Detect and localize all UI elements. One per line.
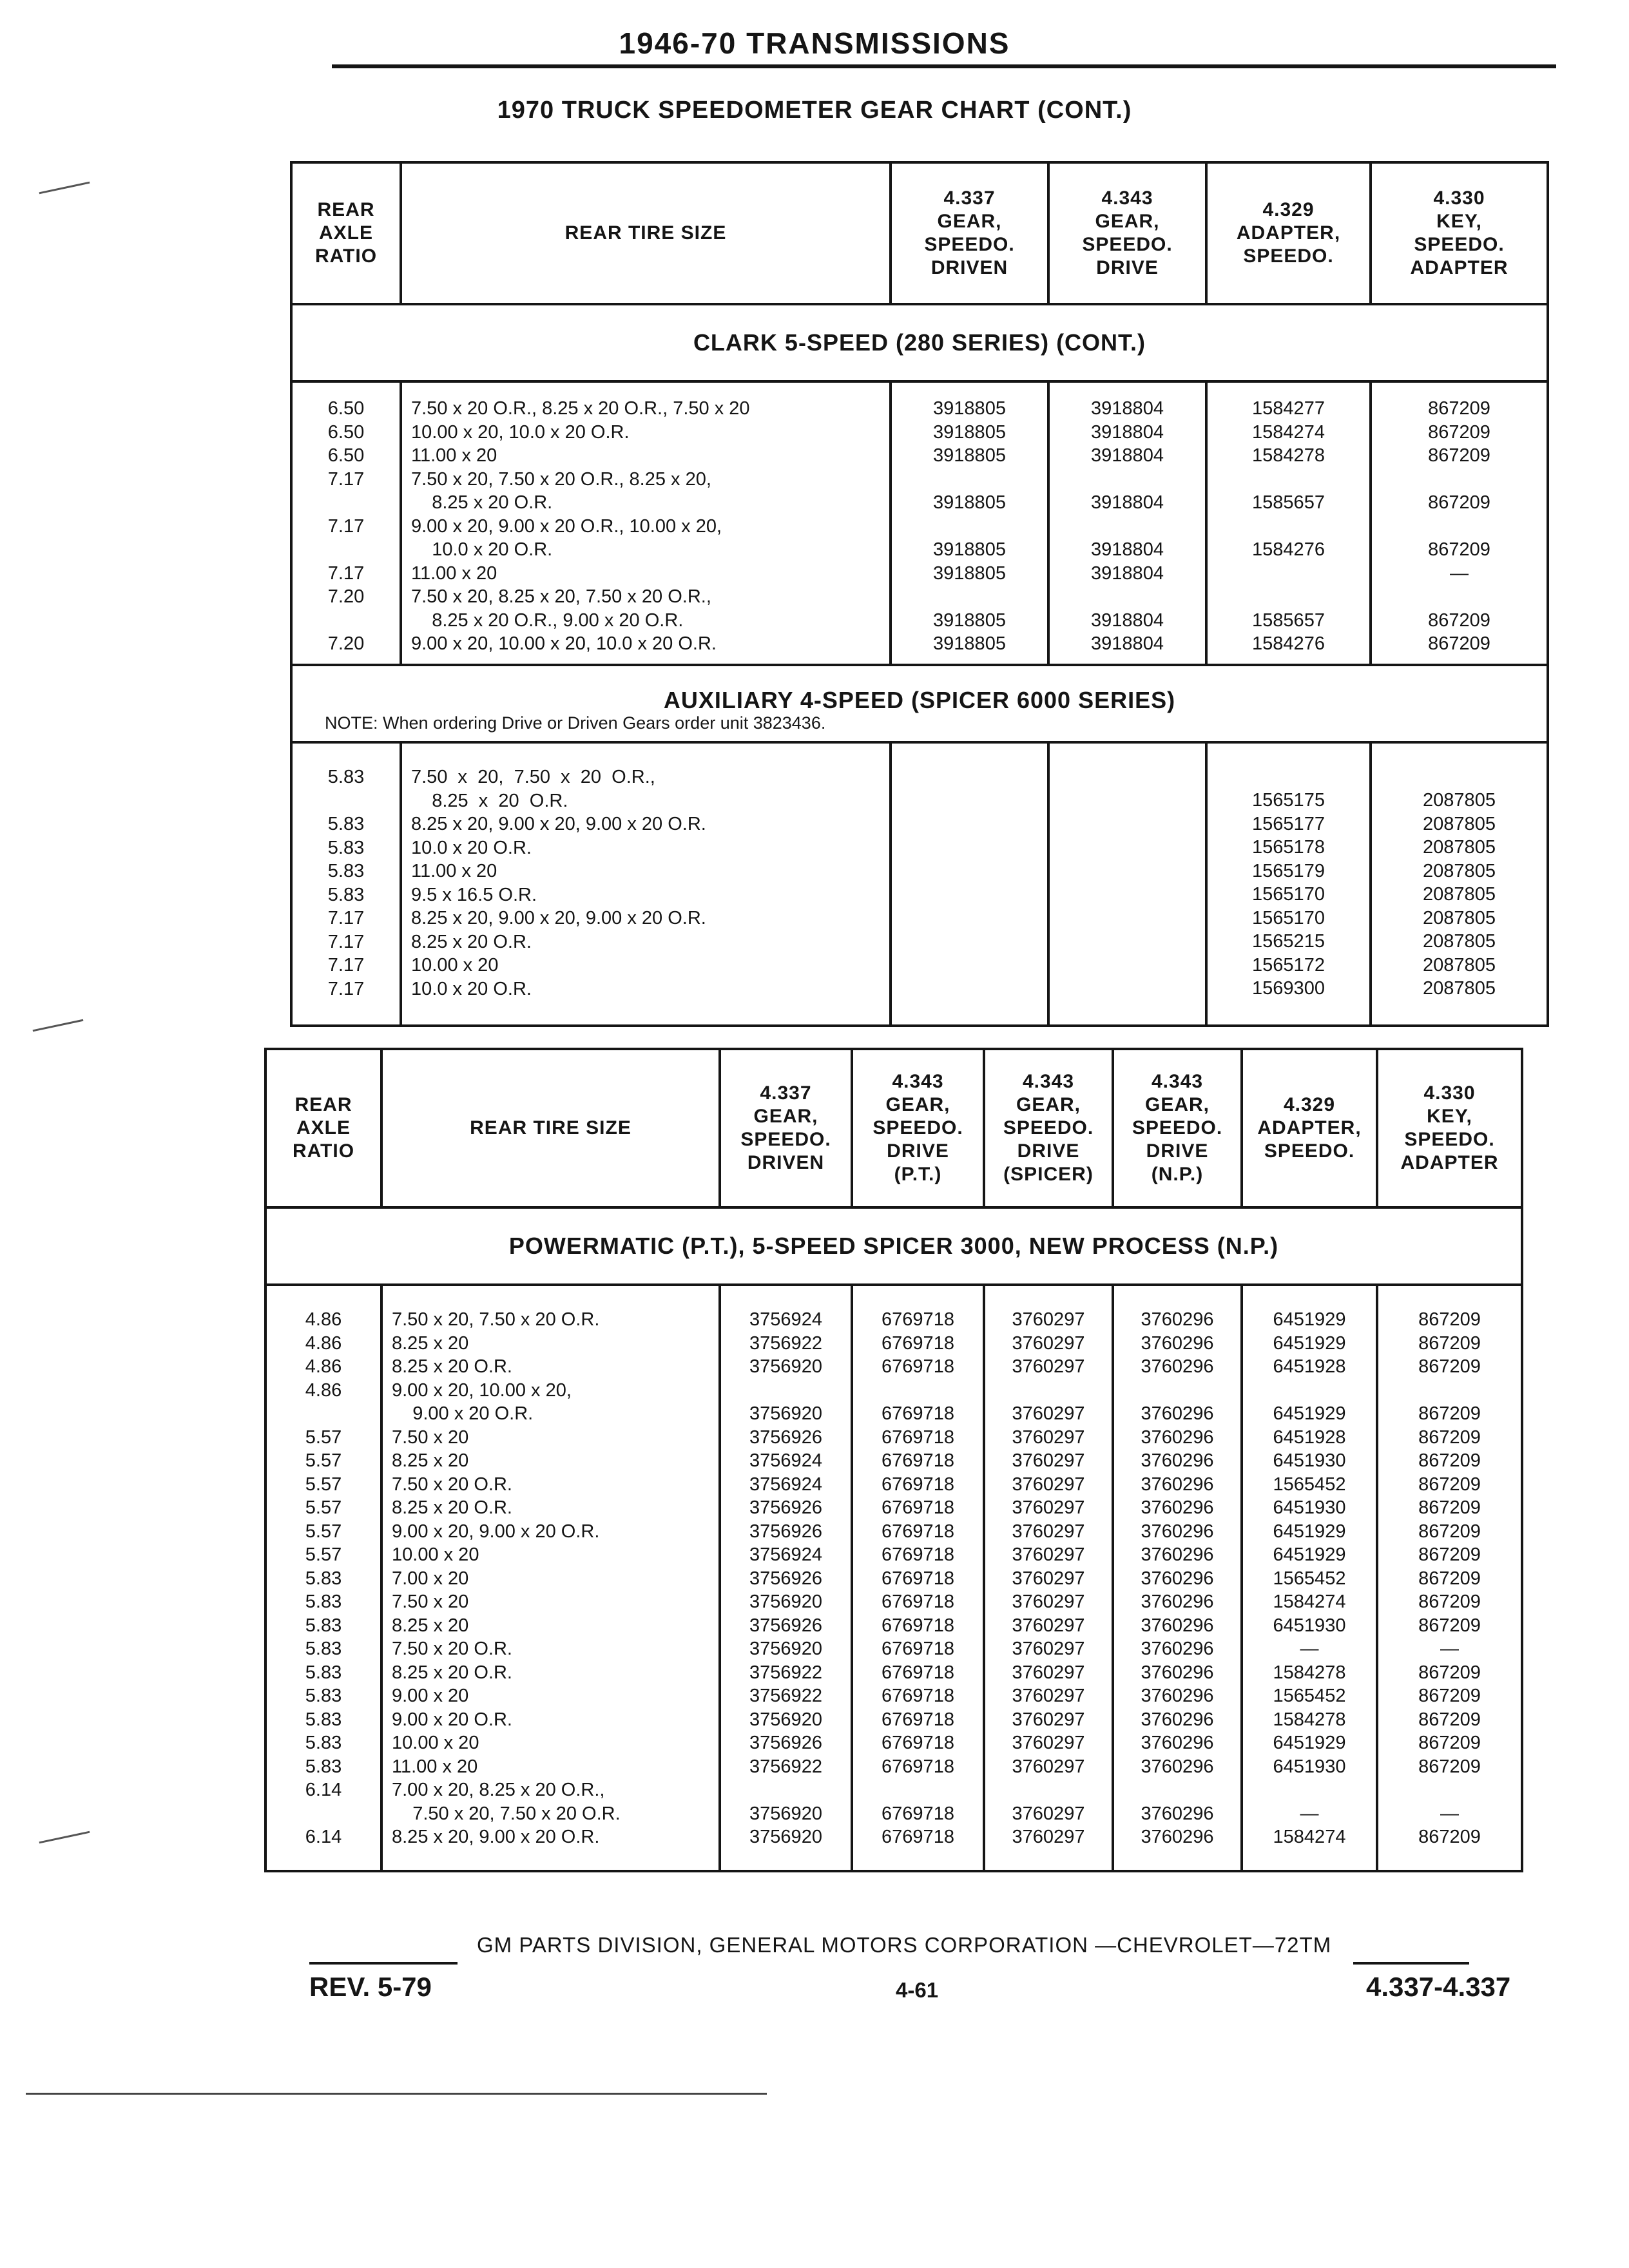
header2-rear-axle-ratio: REAR AXLE RATIO bbox=[265, 1049, 381, 1207]
clark-drive-column: 3918804 3918804 3918804 3918804 3918804 3918804 3918804 3918804 bbox=[1048, 381, 1206, 665]
page-title: 1946-70 TRANSMISSIONS bbox=[619, 26, 1010, 60]
scan-mark bbox=[39, 182, 90, 195]
aux-section-row bbox=[291, 665, 1548, 742]
section-aux bbox=[291, 665, 1548, 742]
header2-drive-np: 4.343 GEAR, SPEEDO. DRIVE (N.P.) bbox=[1113, 1049, 1242, 1207]
clark-ratio-column: 6.50 6.50 6.50 7.17 7.17 7.17 7.20 7.20 bbox=[291, 381, 401, 665]
aux-driven-column bbox=[891, 742, 1048, 1026]
section-title-powermatic: POWERMATIC (P.T.), 5-SPEED SPICER 3000, NEW PROCESS (N.P.) bbox=[265, 1207, 1522, 1285]
section-title-clark: CLARK 5-SPEED (280 SERIES) (CONT.) bbox=[291, 304, 1548, 381]
header-gear-speedo-driven: 4.337 GEAR, SPEEDO. DRIVEN bbox=[891, 162, 1048, 304]
chart-title: 1970 TRUCK SPEEDOMETER GEAR CHART (CONT.) bbox=[497, 97, 1132, 124]
header-key-speedo-adapter: 4.330 KEY, SPEEDO. ADAPTER bbox=[1371, 162, 1548, 304]
aux-tire-column: 7.50 x 20, 7.50 x 20 O.R., 8.25 x 20 O.R. 8.25 x 20, 9.00 x 20, 9.00 x 20 O.R. 10.0 x 20 O.R. 11.00 x 20 9.5 x 16.5 O.R. 8.25 x 20, 9.00 x 20, 9.00 x 20 O.R. 8.25 x 20 O.R. 10.00 x 20 10.0 x 20 O.R. bbox=[401, 742, 891, 1026]
header-rear-axle-ratio: REAR AXLE RATIO bbox=[291, 162, 401, 304]
header2-drive-pt: 4.343 GEAR, SPEEDO. DRIVE (P.T.) bbox=[852, 1049, 984, 1207]
aux-drive-column bbox=[1048, 742, 1206, 1026]
footer-rule-left bbox=[309, 1962, 458, 1965]
footer-rev: REV. 5-79 bbox=[309, 1972, 432, 2002]
header2-drive-spicer: 4.343 GEAR, SPEEDO. DRIVE (SPICER) bbox=[984, 1049, 1113, 1207]
aux-ratio-column: 5.83 5.83 5.83 5.83 5.83 7.17 7.17 7.17 7.17 bbox=[291, 742, 401, 1026]
gear-chart-table-2 bbox=[264, 1048, 1523, 1872]
aux-note: NOTE: When ordering Drive or Driven Gears order unit 3823436. bbox=[325, 713, 826, 733]
pm-drive-np-column: 3760296 3760296 3760296 3760296 3760296 3760296 3760296 3760296 3760296 3760296 3760296 3760296 3760296 3760296 3760296 3760296 3760296 3760296 3760296 3760296 3760296 bbox=[1113, 1285, 1242, 1871]
footer-page-number: 4-61 bbox=[896, 1978, 939, 2002]
clark-driven-column: 3918805 3918805 3918805 3918805 3918805 3918805 3918805 3918805 bbox=[891, 381, 1048, 665]
header-rear-tire-size: REAR TIRE SIZE bbox=[401, 162, 891, 304]
header-adapter-speedo: 4.329 ADAPTER, SPEEDO. bbox=[1206, 162, 1371, 304]
header2-key-speedo-adapter: 4.330 KEY, SPEEDO. ADAPTER bbox=[1377, 1049, 1522, 1207]
header-rule bbox=[332, 64, 1556, 68]
clark-adapter-column: 1584277 1584274 1584278 1585657 1584276 1585657 1584276 bbox=[1206, 381, 1371, 665]
scan-mark bbox=[33, 1019, 84, 1032]
clark-tire-column: 7.50 x 20 O.R., 8.25 x 20 O.R., 7.50 x 20 10.00 x 20, 10.0 x 20 O.R. 11.00 x 20 7.50 x 20, 7.50 x 20 O.R., 8.25 x 20, 8.25 x 20 O.R. 9.00 x 20, 9.00 x 20 O.R., 10.00 x 20, 10.0 x 20 O.R. 11.00 x 20 7.50 x 20, 8.25 x 20, 7.50 x 20 O.R., 8.25 x 20 O.R., 9.00 x 20 O.R. 9.00 x 20, 10.00 x 20, 10.0 x 20 O.R. bbox=[401, 381, 891, 665]
aux-data-row bbox=[291, 742, 1548, 1026]
scan-mark bbox=[39, 1831, 90, 1844]
aux-adapter-column: 1565175 1565177 1565178 1565179 1565170 1565170 1565215 1565172 1569300 bbox=[1206, 742, 1371, 1026]
header2-gear-speedo-driven: 4.337 GEAR, SPEEDO. DRIVEN bbox=[720, 1049, 852, 1207]
pm-adapter-column: 6451929 6451929 6451928 6451929 6451928 6451930 1565452 6451930 6451929 6451929 1565452 1584274 6451930 — 1584278 1565452 1584278 6451929 6451930 — 1584274 bbox=[1242, 1285, 1377, 1871]
powermatic-data-row bbox=[265, 1285, 1522, 1871]
scan-edge-line bbox=[26, 2093, 767, 2095]
powermatic-section-row bbox=[265, 1207, 1522, 1285]
footer-section-ref: 4.337-4.337 bbox=[1366, 1972, 1511, 2002]
footer-rule-right bbox=[1353, 1962, 1469, 1965]
table2-header-row bbox=[265, 1049, 1522, 1207]
aux-key-column: 2087805 2087805 2087805 2087805 2087805 2087805 2087805 2087805 2087805 bbox=[1371, 742, 1548, 1026]
pm-drive-pt-column: 6769718 6769718 6769718 6769718 6769718 6769718 6769718 6769718 6769718 6769718 6769718 6769718 6769718 6769718 6769718 6769718 6769718 6769718 6769718 6769718 6769718 bbox=[852, 1285, 984, 1871]
gear-chart-table-1 bbox=[290, 161, 1549, 1027]
clark-section-row bbox=[291, 304, 1548, 381]
header2-adapter-speedo: 4.329 ADAPTER, SPEEDO. bbox=[1242, 1049, 1377, 1207]
header-gear-speedo-drive: 4.343 GEAR, SPEEDO. DRIVE bbox=[1048, 162, 1206, 304]
clark-data-row bbox=[291, 381, 1548, 665]
clark-key-column: 867209 867209 867209 867209 867209 — 867209 867209 bbox=[1371, 381, 1548, 665]
table1-header-row bbox=[291, 162, 1548, 304]
footer-division: GM PARTS DIVISION, GENERAL MOTORS CORPORATION —CHEVROLET—72TM bbox=[477, 1933, 1332, 1957]
section-title-aux: AUXILIARY 4-SPEED (SPICER 6000 SERIES) bbox=[663, 687, 1176, 713]
pm-key-column: 867209 867209 867209 867209 867209 867209 867209 867209 867209 867209 867209 867209 867209 — 867209 867209 867209 867209 867209 — 867209 bbox=[1377, 1285, 1522, 1871]
pm-tire-column: 7.50 x 20, 7.50 x 20 O.R. 8.25 x 20 8.25 x 20 O.R. 9.00 x 20, 10.00 x 20, 9.00 x 20 O.R. 7.50 x 20 8.25 x 20 7.50 x 20 O.R. 8.25 x 20 O.R. 9.00 x 20, 9.00 x 20 O.R. 10.00 x 20 7.00 x 20 7.50 x 20 8.25 x 20 7.50 x 20 O.R. 8.25 x 20 O.R. 9.00 x 20 9.00 x 20 O.R. 10.00 x 20 11.00 x 20 7.00 x 20, 8.25 x 20 O.R., 7.50 x 20, 7.50 x 20 O.R. 8.25 x 20, 9.00 x 20 O.R. bbox=[381, 1285, 720, 1871]
header2-rear-tire-size: REAR TIRE SIZE bbox=[381, 1049, 720, 1207]
pm-ratio-column: 4.86 4.86 4.86 4.86 5.57 5.57 5.57 5.57 5.57 5.57 5.83 5.83 5.83 5.83 5.83 5.83 5.83 5.83 5.83 6.14 6.14 bbox=[265, 1285, 381, 1871]
pm-driven-column: 3756924 3756922 3756920 3756920 3756926 3756924 3756924 3756926 3756926 3756924 3756926 3756920 3756926 3756920 3756922 3756922 3756920 3756926 3756922 3756920 3756920 bbox=[720, 1285, 852, 1871]
pm-drive-spicer-column: 3760297 3760297 3760297 3760297 3760297 3760297 3760297 3760297 3760297 3760297 3760297 3760297 3760297 3760297 3760297 3760297 3760297 3760297 3760297 3760297 3760297 bbox=[984, 1285, 1113, 1871]
